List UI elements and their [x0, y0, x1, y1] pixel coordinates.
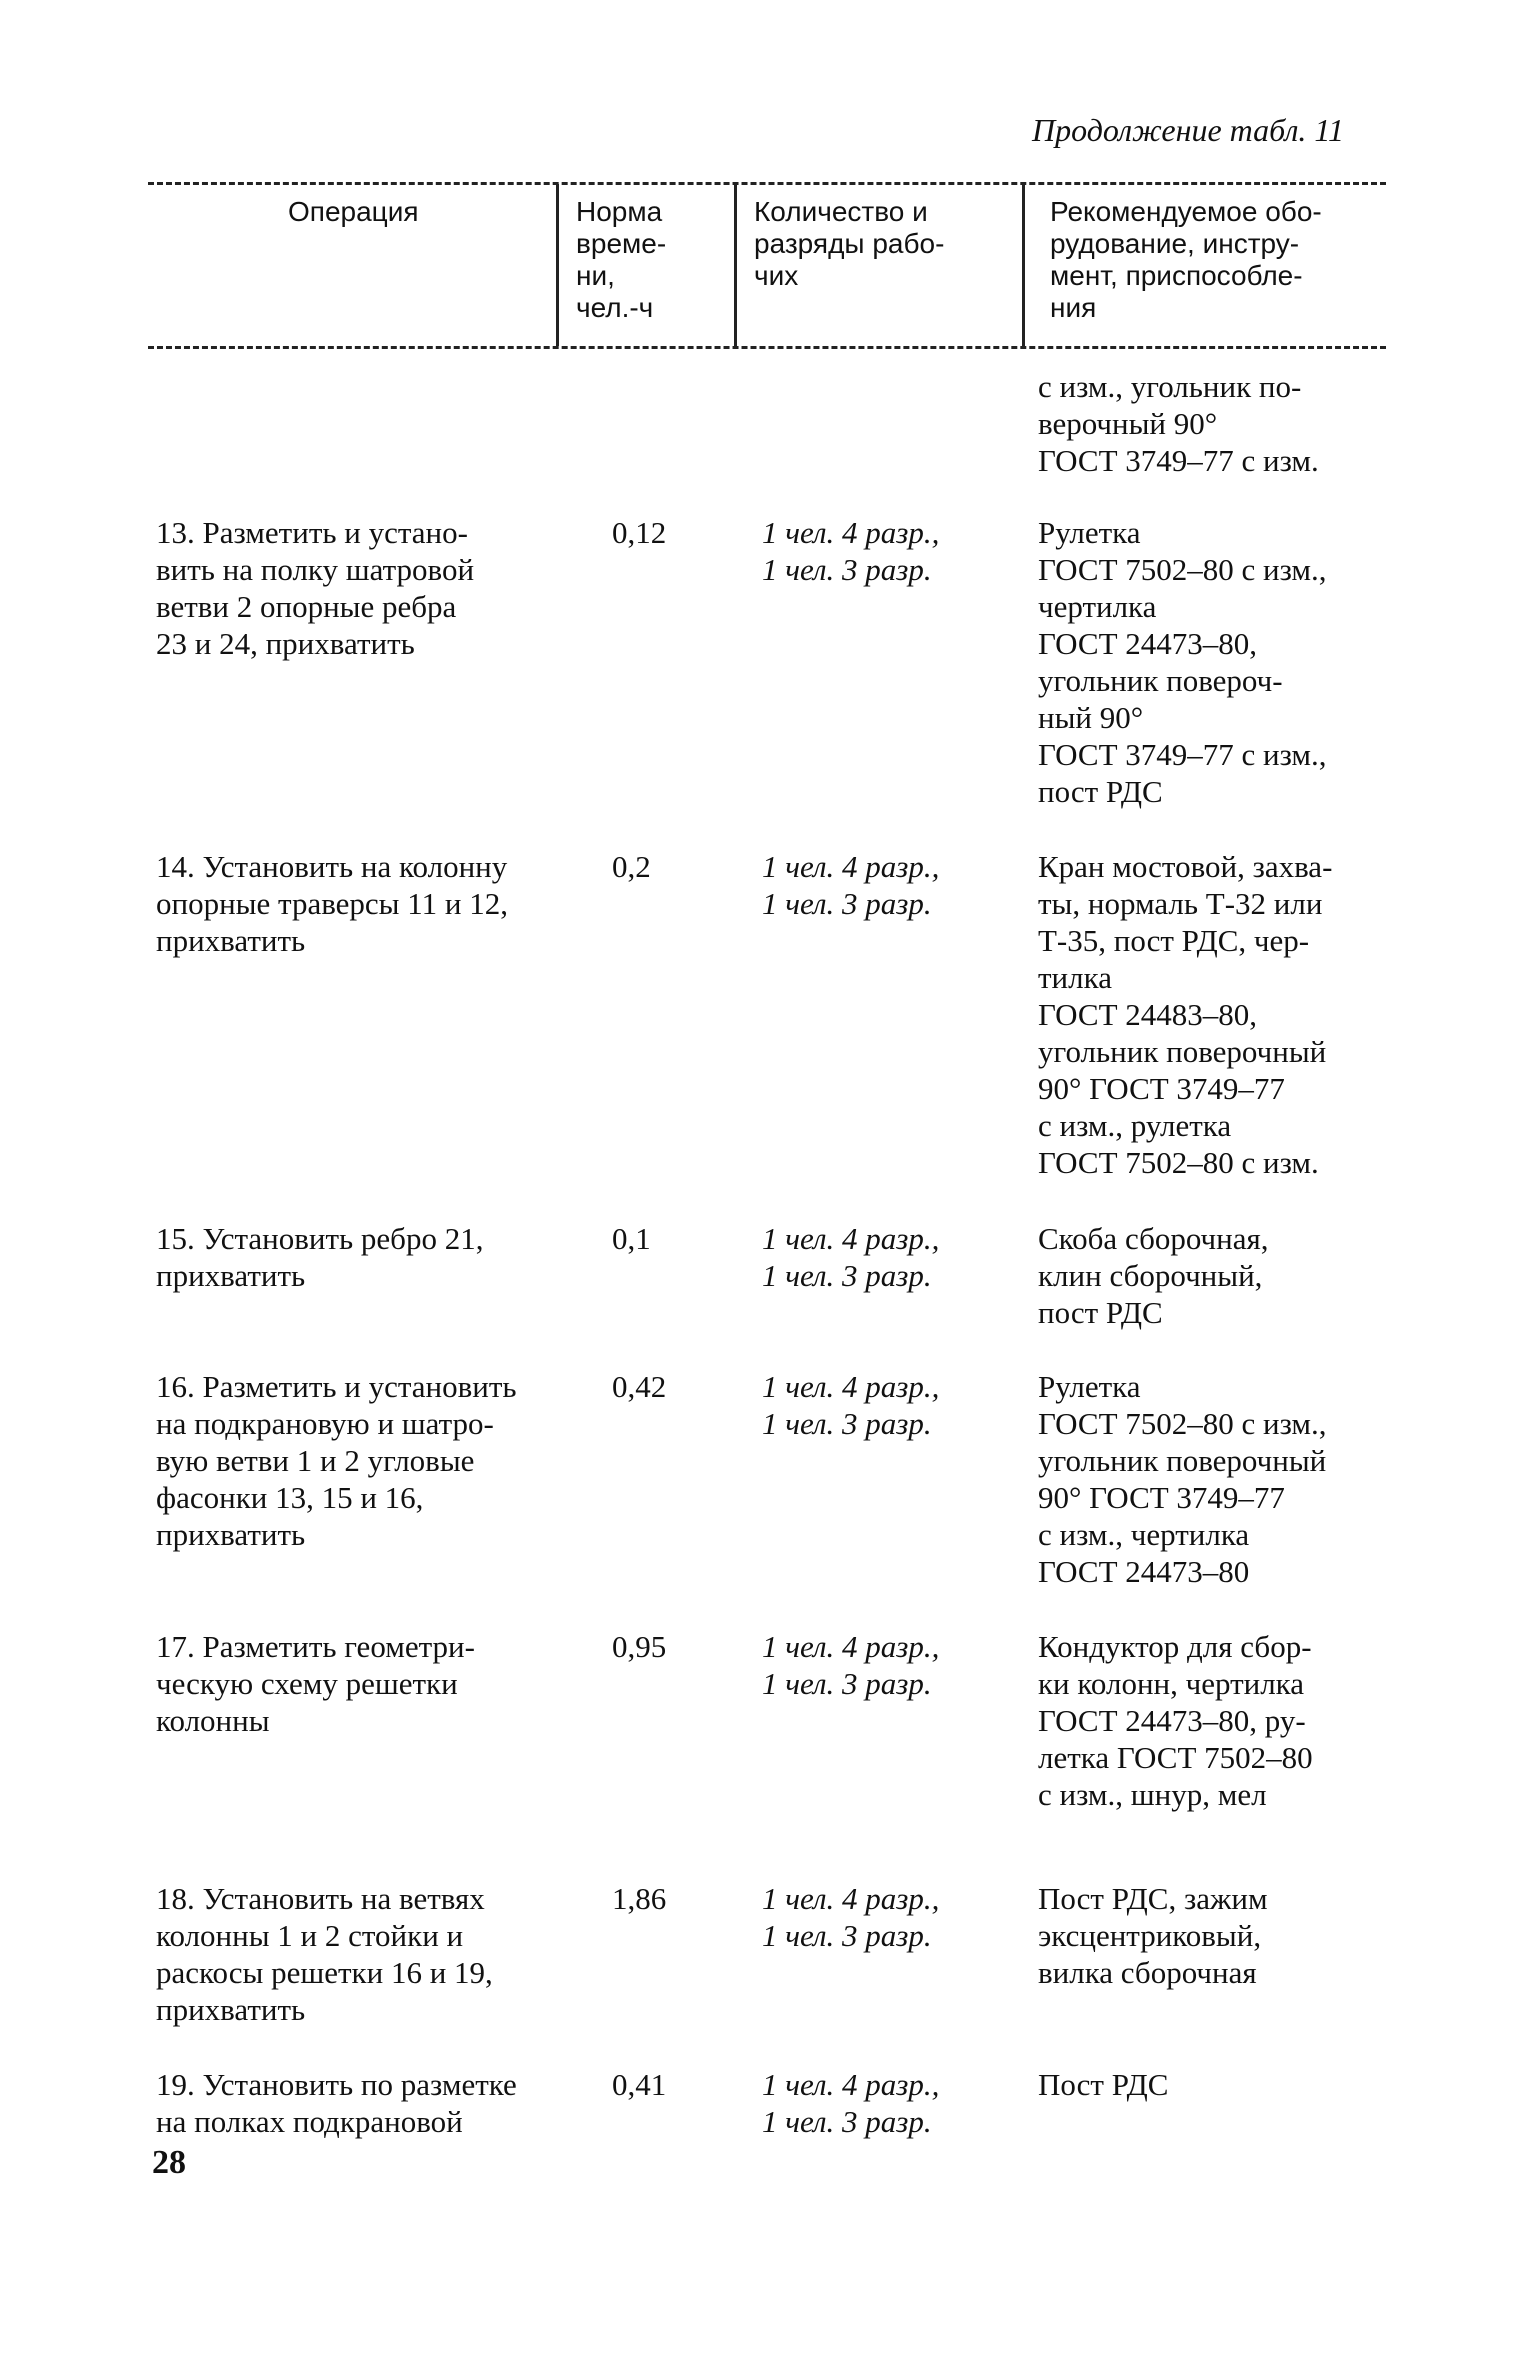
operation-cell: 17. Разметить геометри- ческую схему решетки колонны [156, 1629, 475, 1738]
equipment-cell: Кран мостовой, захва- ты, нормаль Т-32 или Т-35, пост РДС, чер- тилка ГОСТ 24483–80, угольник поверочный 90° ГОСТ 3749–77 с изм., рулетка ГОСТ 7502–80 с изм. [1038, 849, 1333, 1180]
equipment-cell: Скоба сборочная, клин сборочный, пост РДС [1038, 1221, 1269, 1330]
operation-cell: 18. Установить на ветвях колонны 1 и 2 стойки и раскосы решетки 16 и 19, прихватить [156, 1881, 493, 2027]
table-header-divider [1022, 184, 1025, 346]
workers-cell: 1 чел. 4 разр., 1 чел. 3 разр. [762, 1221, 940, 1293]
norm-cell: 0,2 [612, 849, 651, 884]
equipment-cell: Рулетка ГОСТ 7502–80 с изм., угольник поверочный 90° ГОСТ 3749–77 с изм., чертилка ГОСТ 24473–80 [1038, 1369, 1327, 1589]
workers-cell: 1 чел. 4 разр., 1 чел. 3 разр. [762, 849, 940, 921]
operation-cell: 15. Установить ребро 21, прихватить [156, 1221, 484, 1293]
operation-cell: 19. Установить по разметке на полках подкрановой [156, 2067, 517, 2139]
continued-label: Продолжение табл. 11 [1032, 112, 1345, 148]
carryover-equipment: с изм., угольник по- верочный 90° ГОСТ 3749–77 с изм. [1038, 369, 1319, 478]
workers-cell: 1 чел. 4 разр., 1 чел. 3 разр. [762, 2067, 940, 2139]
norm-cell: 0,42 [612, 1369, 667, 1404]
norm-cell: 0,41 [612, 2067, 667, 2102]
norm-cell: 0,1 [612, 1221, 651, 1256]
column-header-operation: Операция [288, 196, 419, 227]
equipment-cell: Рулетка ГОСТ 7502–80 с изм., чертилка ГОСТ 24473–80, угольник повероч- ный 90° ГОСТ 3749–77 с изм., пост РДС [1038, 515, 1327, 809]
equipment-cell: Кондуктор для сбор- ки колонн, чертилка ГОСТ 24473–80, ру- летка ГОСТ 7502–80 с изм., шнур, мел [1038, 1629, 1313, 1812]
operation-cell: 14. Установить на колонну опорные траверсы 11 и 12, прихватить [156, 849, 508, 958]
workers-cell: 1 чел. 4 разр., 1 чел. 3 разр. [762, 1369, 940, 1441]
norm-cell: 0,95 [612, 1629, 667, 1664]
column-header-norm: Норма време- ни, чел.-ч [576, 196, 667, 323]
norm-cell: 1,86 [612, 1881, 667, 1916]
equipment-cell: Пост РДС [1038, 2067, 1169, 2102]
table-header-divider [734, 184, 737, 346]
table-header-divider [556, 184, 559, 346]
column-header-workers: Количество и разряды рабо- чих [754, 196, 945, 291]
page-number: 28 [152, 2144, 186, 2181]
workers-cell: 1 чел. 4 разр., 1 чел. 3 разр. [762, 1881, 940, 1953]
table-header-top-rule [148, 182, 1386, 185]
workers-cell: 1 чел. 4 разр., 1 чел. 3 разр. [762, 515, 940, 587]
operation-cell: 16. Разметить и установить на подкрановую и шатро- вую ветви 1 и 2 угловые фасонки 13, 15 и 16, прихватить [156, 1369, 517, 1552]
table-header-bottom-rule [148, 346, 1386, 349]
workers-cell: 1 чел. 4 разр., 1 чел. 3 разр. [762, 1629, 940, 1701]
operation-cell: 13. Разметить и устано- вить на полку шатровой ветви 2 опорные ребра 23 и 24, прихватить [156, 515, 475, 661]
column-header-equipment: Рекомендуемое обо- рудование, инстру- мент, приспособле- ния [1050, 196, 1322, 323]
norm-cell: 0,12 [612, 515, 667, 550]
equipment-cell: Пост РДС, зажим эксцентриковый, вилка сборочная [1038, 1881, 1268, 1990]
